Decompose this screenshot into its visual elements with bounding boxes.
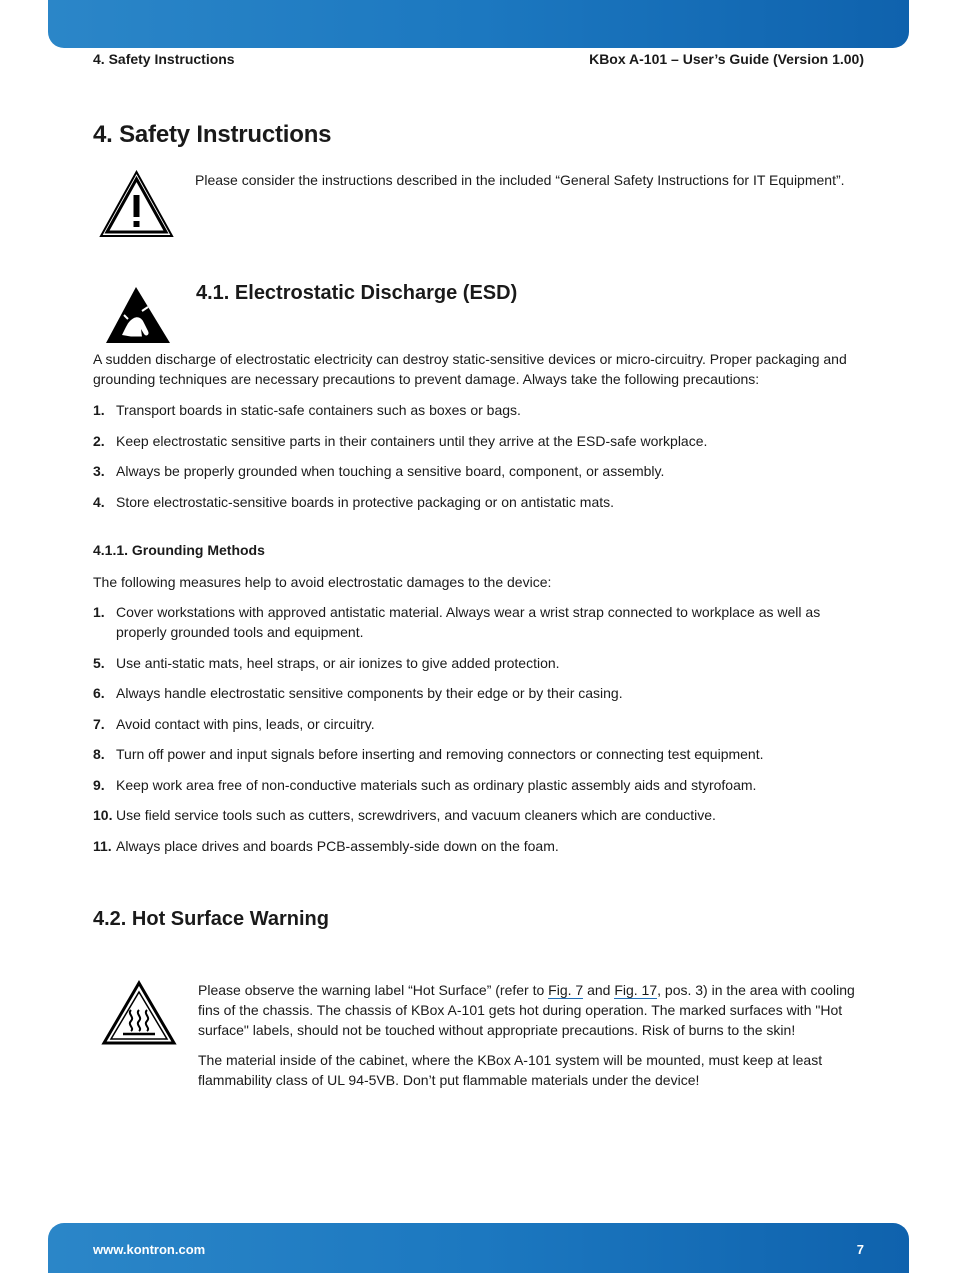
list-number: 10. [93, 807, 113, 823]
hot-text-part: , pos. 3) in the area with cooling fins of the chassis. The chassis of KBox A-101 gets hot during operation. The marked surfaces with "Hot surface" labels, should not be touched without appropriate precautions. Risk of burns to the skin! [198, 982, 855, 1038]
general-safety-note: Please consider the instructions described in the included “General Safety Instructions for IT Equipment”. [195, 172, 845, 188]
hot-surface-paragraph [198, 980, 870, 1040]
list-number: 11. [93, 837, 112, 854]
list-number: 1. [93, 604, 105, 620]
page-number: 7 [856, 1242, 864, 1257]
hot-text-part: and [583, 982, 615, 998]
list-item [93, 461, 868, 481]
list-text: Always place drives and boards PCB-assembly-side down on the foam. [116, 837, 559, 854]
list-item [93, 836, 868, 856]
list-number: 1. [93, 402, 105, 418]
list-text: Keep electrostatic sensitive parts in their containers until they arrive at the ESD-safe workplace. [116, 432, 708, 449]
running-header-document: KBox A-101 – User’s Guide (Version 1.00) [589, 51, 864, 67]
esd-precautions-list [93, 400, 868, 522]
list-number: 7. [93, 715, 105, 732]
page-title: 4. Safety Instructions [93, 121, 332, 148]
list-text: Always be properly grounded when touching a sensitive board, component, or assembly. [116, 463, 665, 479]
list-number: 9. [93, 776, 105, 793]
list-item [93, 653, 868, 673]
fig-17-link[interactable]: Fig. 17 [614, 982, 658, 998]
list-number: 5. [93, 654, 105, 671]
fig-7-link[interactable]: Fig. 7 [548, 982, 584, 998]
list-text: Transport boards in static-safe containers such as boxes or bags. [116, 402, 521, 418]
list-item [93, 602, 868, 642]
grounding-intro: The following measures help to avoid electrostatic damages to the device: [93, 574, 552, 590]
list-item [93, 775, 868, 795]
list-item [93, 400, 868, 420]
list-text: Always handle electrostatic sensitive components by their edge or by their casing. [116, 685, 623, 701]
footer-website: www.kontron.com [93, 1242, 206, 1257]
list-item [93, 492, 868, 512]
list-item [93, 431, 868, 451]
list-item [93, 744, 868, 764]
list-item [93, 683, 868, 703]
running-header-section: 4. Safety Instructions [93, 51, 235, 67]
grounding-methods-list [93, 602, 868, 866]
subsection-heading-grounding: 4.1.1. Grounding Methods [93, 542, 265, 558]
list-text: Avoid contact with pins, leads, or circuitry. [116, 715, 375, 732]
list-item [93, 805, 868, 825]
list-text: Keep work area free of non-conductive materials such as ordinary plastic assembly aids and styrofoam. [116, 776, 757, 793]
list-item [93, 714, 868, 734]
flammability-paragraph: The material inside of the cabinet, where the KBox A-101 system will be mounted, must keep at least flammability class of UL 94-5VB. Don’t put flammable materials under the device! [198, 1052, 823, 1088]
list-text: Store electrostatic-sensitive boards in protective packaging or on antistatic mats. [116, 493, 615, 510]
list-text: Use field service tools such as cutters, screwdrivers, and vacuum cleaners which are conductive. [116, 807, 716, 823]
list-number: 6. [93, 685, 105, 701]
list-text: Cover workstations with approved antistatic material. Always wear a wrist strap connected to workplace as well as properly grounded tools and equipment. [116, 604, 821, 640]
list-number: 2. [93, 432, 105, 449]
list-text: Use anti-static mats, heel straps, or air ionizes to give added protection. [116, 654, 560, 671]
list-text: Turn off power and input signals before inserting and removing connectors or connecting test equipment. [116, 746, 764, 762]
list-number: 3. [93, 463, 105, 479]
esd-intro: A sudden discharge of electrostatic electricity can destroy static-sensitive devices or micro-circuitry. Proper packaging and grounding techniques are necessary precautions to prevent damage. Always take the following precautions: [93, 351, 847, 387]
esd-warning-icon [104, 285, 172, 345]
section-heading-esd: 4.1. Electrostatic Discharge (ESD) [196, 282, 518, 304]
list-number: 4. [93, 493, 105, 510]
header-bar [48, 0, 909, 48]
hot-text-part: Please observe the warning label “Hot Surface” (refer to [198, 982, 549, 998]
section-heading-hot-surface: 4.2. Hot Surface Warning [93, 908, 329, 930]
list-number: 8. [93, 746, 105, 762]
warning-triangle-icon [99, 170, 174, 238]
footer-bar [48, 1223, 909, 1273]
hot-surface-warning-icon [101, 980, 177, 1046]
